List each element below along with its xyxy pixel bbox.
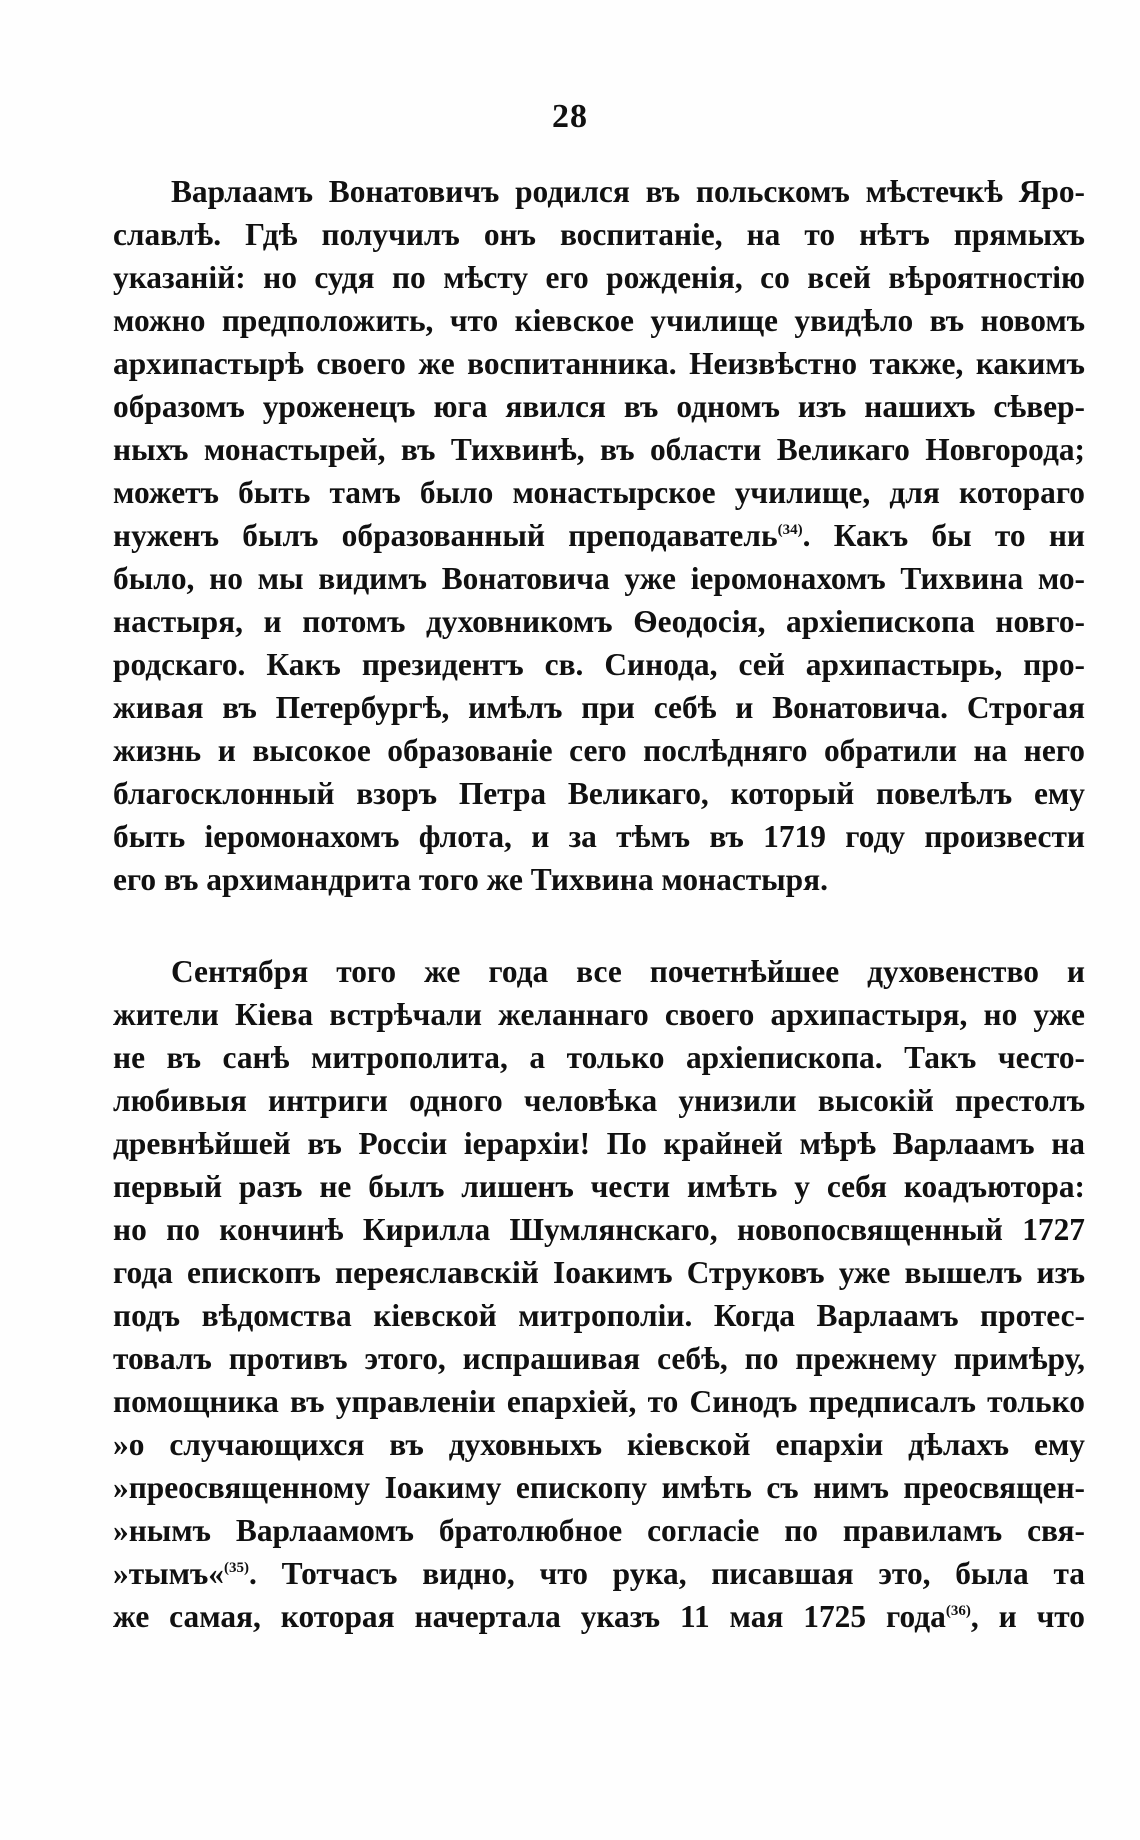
footnote-ref-34: (34)	[777, 522, 803, 538]
text-line-with-footnote	[113, 1552, 1085, 1595]
footnote-ref-35: (35)	[224, 1560, 250, 1576]
text-line: ныхъ монастырей, въ Тихвинѣ, въ области Великаго Новгорода;	[113, 432, 1085, 467]
text-segment: . Какъ бы то ни	[802, 518, 1085, 553]
text-line: жизнь и высокое образованіе сего послѣдняго обратили на него	[113, 733, 1085, 768]
paragraph-2	[113, 950, 1085, 1638]
text-line: живая въ Петербургѣ, имѣлъ при себѣ и Вонатовича. Строгая	[113, 690, 1085, 725]
text-line: родскаго. Какъ президентъ св. Синода, сей архипастырь, про-	[113, 647, 1085, 682]
text-line-with-footnote	[113, 514, 1085, 557]
text-segment: »тымъ«	[113, 1556, 225, 1591]
text-line: его въ архимандрита того же Тихвина монастыря.	[113, 862, 828, 897]
text-line: »нымъ Варлаамомъ братолюбное согласіе по правиламъ свя-	[113, 1513, 1085, 1548]
text-line: подъ вѣдомства кіевской митрополіи. Когда Варлаамъ протес-	[113, 1298, 1085, 1333]
text-line: архипастырѣ своего же воспитанника. Неизвѣстно также, какимъ	[113, 346, 1085, 381]
text-line: Варлаамъ Вонатовичъ родился въ польскомъ мѣстечкѣ Яро-	[171, 174, 1085, 209]
text-line: »преосвященному Іоакиму епископу имѣть съ нимъ преосвящен-	[113, 1470, 1085, 1505]
text-segment: . Тотчасъ видно, что рука, писавшая это, была та	[249, 1556, 1085, 1591]
footnote-ref-36: (36)	[945, 1603, 971, 1619]
text-line: настыря, и потомъ духовникомъ Ѳеодосія, архіепископа новго-	[113, 604, 1085, 639]
page-number: 28	[552, 98, 588, 135]
text-line: Сентября того же года все почетнѣйшее духовенство и	[171, 954, 1085, 989]
text-line: но по кончинѣ Кирилла Шумлянскаго, новопосвященный 1727	[113, 1212, 1085, 1247]
text-segment: же самая, которая начертала указъ 11 мая 1725 года	[113, 1599, 946, 1634]
paragraph-1	[113, 170, 1085, 901]
text-line: благосклонный взоръ Петра Великаго, который повелѣлъ ему	[113, 776, 1085, 811]
text-line: образомъ уроженецъ юга явился въ одномъ изъ нашихъ сѣвер-	[113, 389, 1085, 424]
text-segment: , и что	[970, 1599, 1085, 1634]
text-line: помощника въ управленіи епархіей, то Синодъ предписалъ только	[113, 1384, 1085, 1419]
text-line: быть іеромонахомъ флота, и за тѣмъ въ 1719 году произвести	[113, 819, 1085, 854]
text-line: любивыя интриги одного человѣка унизили высокій престолъ	[113, 1083, 1085, 1118]
text-line: древнѣйшей въ Россіи іерархіи! По крайней мѣрѣ Варлаамъ на	[113, 1126, 1085, 1161]
text-line: первый разъ не былъ лишенъ чести имѣть у себя коадъютора:	[113, 1169, 1085, 1204]
text-line: »о случающихся въ духовныхъ кіевской епархіи дѣлахъ ему	[113, 1427, 1085, 1462]
text-segment: нуженъ былъ образованный преподаватель	[113, 518, 778, 553]
text-line: можно предположить, что кіевское училище увидѣло въ новомъ	[113, 303, 1085, 338]
text-line: указаній: но судя по мѣсту его рожденія, со всей вѣроятностію	[113, 260, 1085, 295]
text-line: славлѣ. Гдѣ получилъ онъ воспитаніе, на то нѣтъ прямыхъ	[113, 217, 1085, 252]
text-line: года епископъ переяславскій Іоакимъ Струковъ уже вышелъ изъ	[113, 1255, 1085, 1290]
text-line: было, но мы видимъ Вонатовича уже іеромонахомъ Тихвина мо-	[113, 561, 1085, 596]
text-line-with-footnote	[113, 1595, 1085, 1638]
text-line: жители Кіева встрѣчали желаннаго своего архипастыря, но уже	[113, 997, 1085, 1032]
text-line: не въ санѣ митрополита, а только архіепископа. Такъ често-	[113, 1040, 1085, 1075]
text-line: можетъ быть тамъ было монастырское училище, для котораго	[113, 475, 1085, 510]
text-line: товалъ противъ этого, испрашивая себѣ, по прежнему примѣру,	[113, 1341, 1085, 1376]
